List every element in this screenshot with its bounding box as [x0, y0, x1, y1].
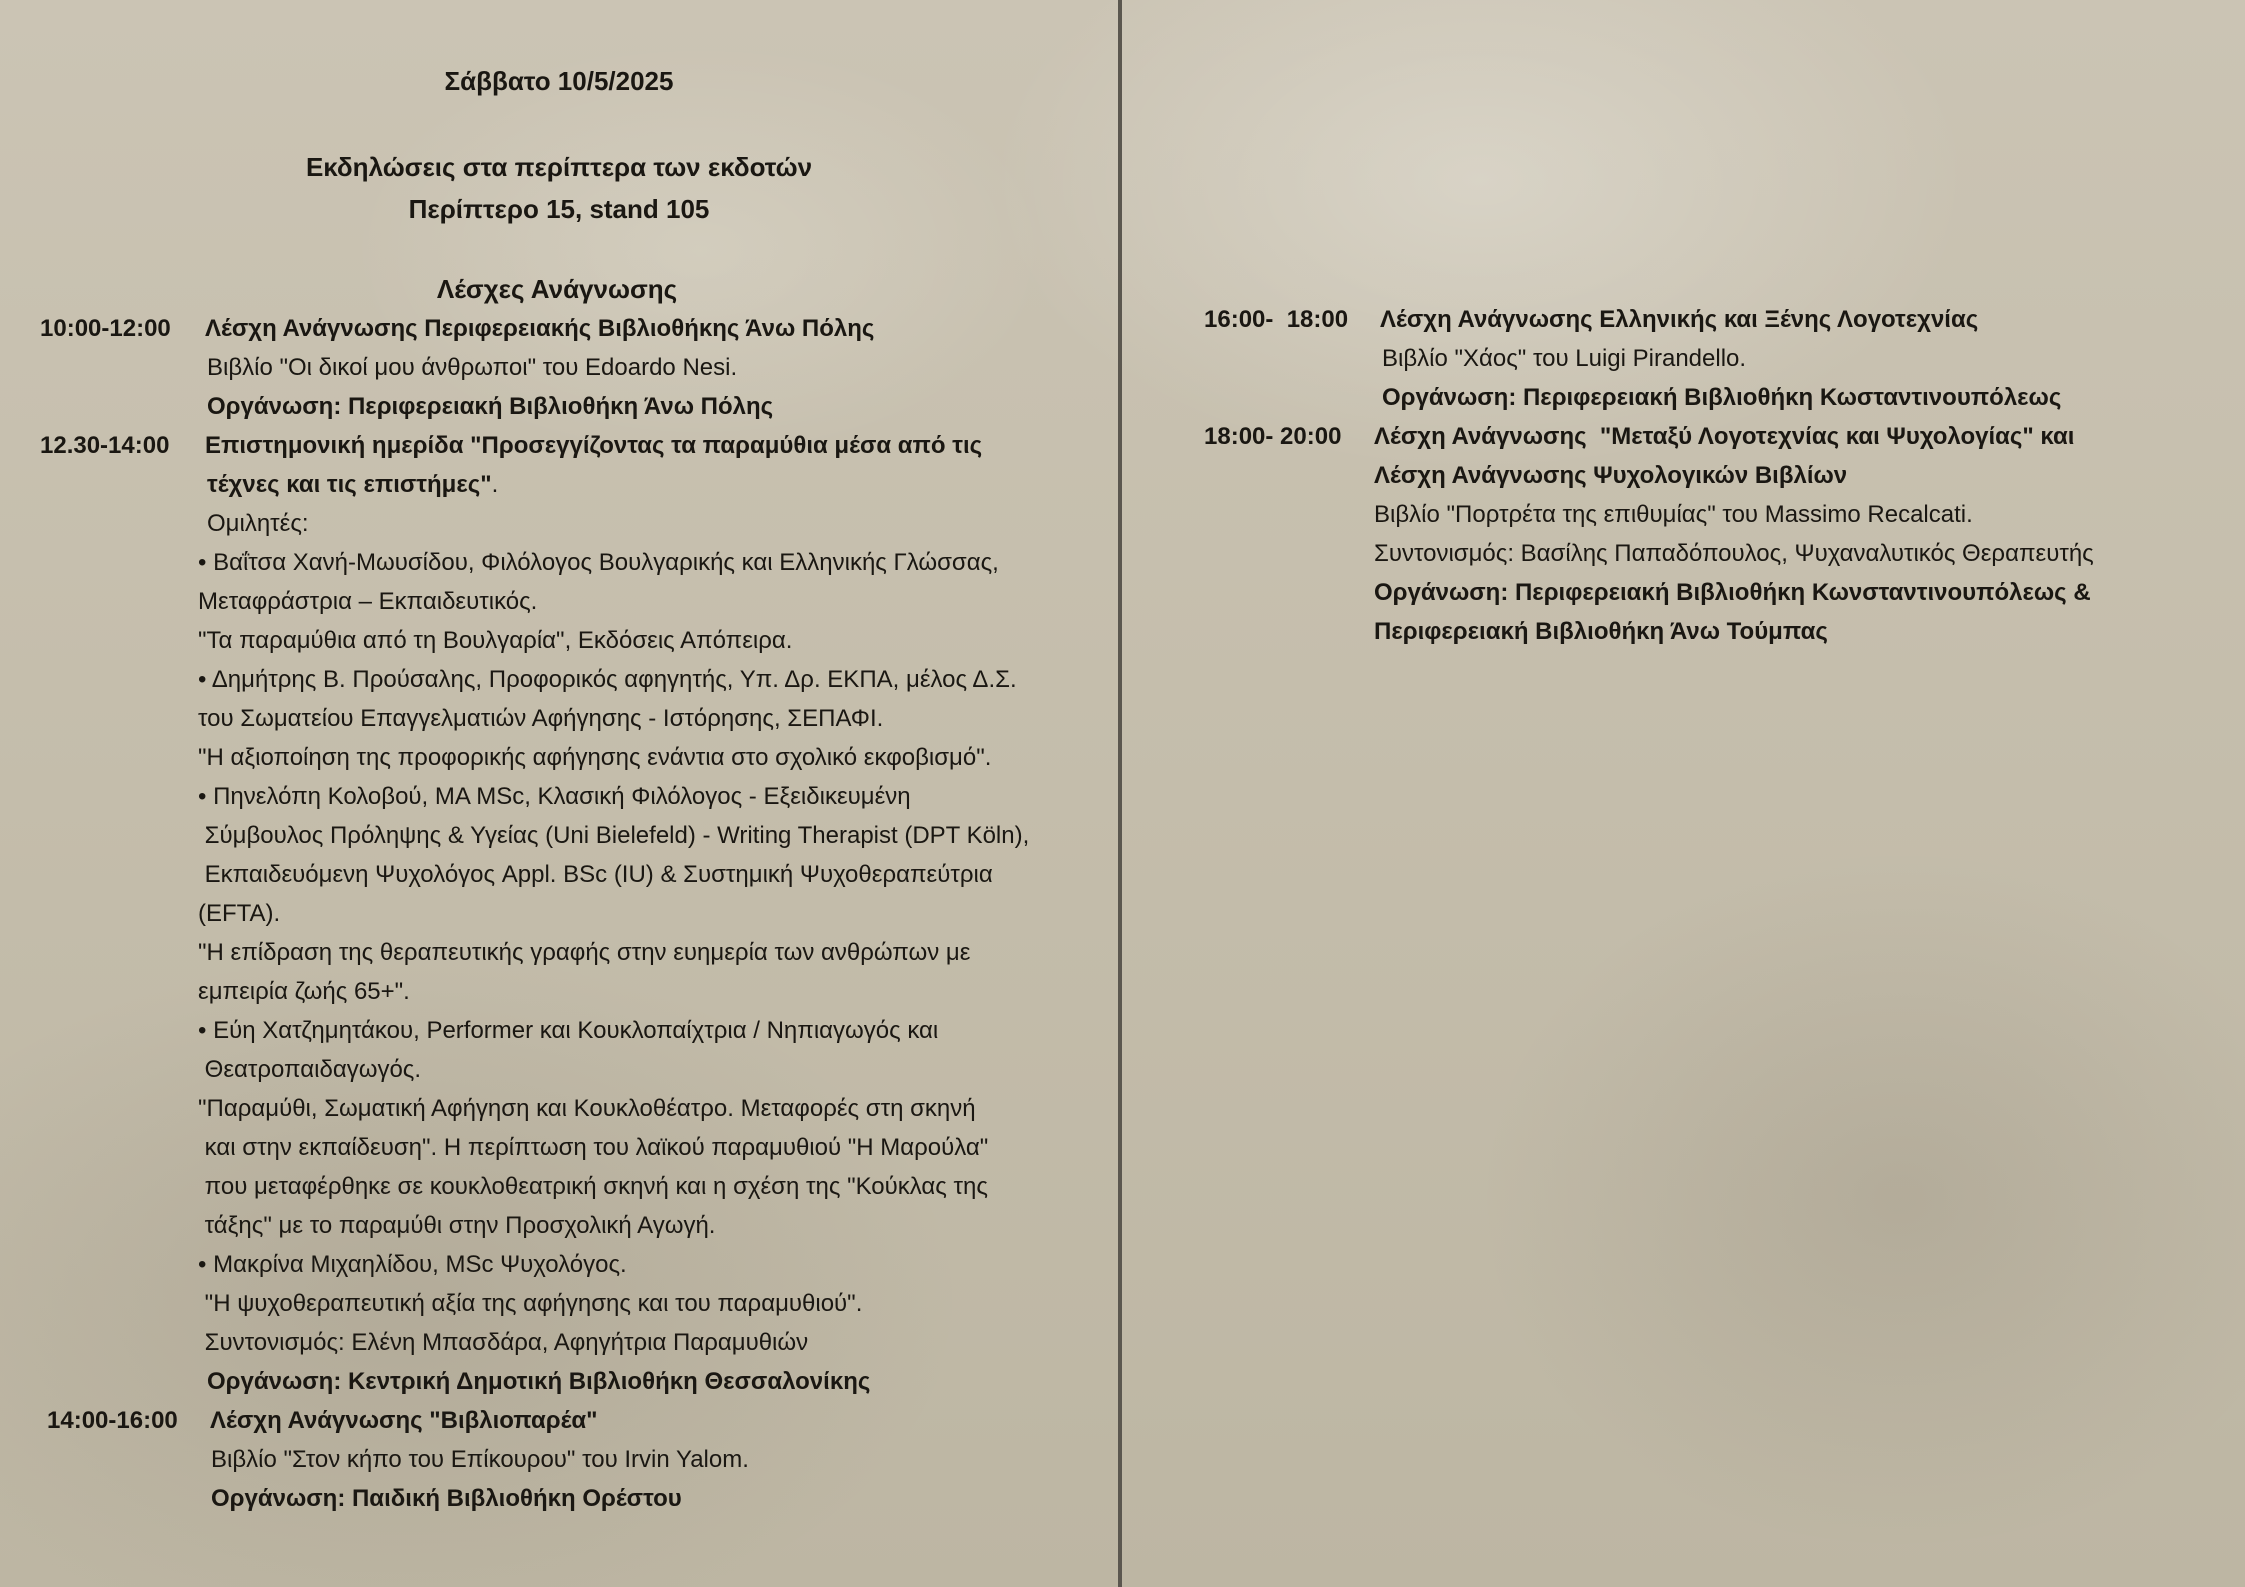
left-page — [0, 0, 1118, 1587]
event-organizer: Οργάνωση: Περιφερειακή Βιβλιοθήκη Κωνσταντινουπόλεως & — [1374, 579, 2091, 606]
event-book: Βιβλίο "Στον κήπο του Επίκουρου" του Irvin Yalom. — [211, 1446, 749, 1473]
event-time: 14:00-16:00 — [47, 1407, 178, 1434]
speaker-line: "Η αξιοποίηση της προφορικής αφήγησης ενάντια στο σχολικό εκφοβισμό". — [198, 744, 992, 771]
speaker-line: του Σωματείου Επαγγελματιών Αφήγησης - Ιστόρησης, ΣΕΠΑΦΙ. — [198, 705, 884, 732]
event-organizer-cont: Περιφερειακή Βιβλιοθήκη Άνω Τούμπας — [1374, 618, 1828, 645]
right-page — [1122, 0, 2245, 1587]
event-time: 10:00-12:00 — [40, 315, 171, 342]
event-time: 18:00- 20:00 — [1204, 423, 1342, 450]
speaker-line: • Εύη Χατζημητάκου, Performer και Κουκλοπαίχτρια / Νηπιαγωγός και — [198, 1017, 939, 1044]
speaker-line: "Η ψυχοθεραπευτική αξία της αφήγησης και του παραμυθιού". — [198, 1290, 863, 1317]
event-title-cont — [207, 470, 498, 500]
event-title: Λέσχη Ανάγνωσης "Μεταξύ Λογοτεχνίας και Ψυχολογίας" και — [1374, 423, 2075, 450]
event-title-cont: Λέσχη Ανάγνωσης Ψυχολογικών Βιβλίων — [1374, 462, 1848, 489]
speaker-line: • Πηνελόπη Κολοβού, MA MSc, Κλασική Φιλόλογος - Εξειδικευμένη — [198, 783, 911, 810]
event-title: Επιστημονική ημερίδα "Προσεγγίζοντας τα παραμύθια μέσα από τις — [205, 432, 983, 459]
coordinator-line: Συντονισμός: Βασίλης Παπαδόπουλος, Ψυχαναλυτικός Θεραπευτής — [1374, 540, 2094, 567]
event-organizer: Οργάνωση: Κεντρική Δημοτική Βιβλιοθήκη Θεσσαλονίκης — [207, 1368, 871, 1395]
event-title: Λέσχη Ανάγνωσης Ελληνικής και Ξένης Λογοτεχνίας — [1380, 306, 1979, 333]
speakers-label: Ομιλητές: — [207, 510, 309, 537]
event-title-bold: τέχνες και τις επιστήμες" — [207, 471, 492, 498]
speaker-line: Εκπαιδευόμενη Ψυχολόγος Appl. BSc (IU) & Συστημική Ψυχοθεραπεύτρια — [198, 861, 993, 888]
event-book: Βιβλίο "Χάος" του Luigi Pirandello. — [1382, 345, 1747, 372]
event-title-end: . — [491, 471, 499, 498]
speaker-line: "Η επίδραση της θεραπευτικής γραφής στην ευημερία των ανθρώπων με — [198, 939, 971, 966]
speaker-line: • Μακρίνα Μιχαηλίδου, MSc Ψυχολόγος. — [198, 1251, 627, 1278]
events-title: Εκδηλώσεις στα περίπτερα των εκδοτών — [305, 152, 813, 182]
event-title: Λέσχη Ανάγνωσης Περιφερειακής Βιβλιοθήκης Άνω Πόλης — [205, 315, 875, 342]
speaker-line: • Βαΐτσα Χανή-Μωυσίδου, Φιλόλογος Βουλγαρικής και Ελληνικής Γλώσσας, — [198, 549, 999, 576]
event-time: 16:00- 18:00 — [1204, 306, 1349, 333]
event-organizer: Οργάνωση: Περιφερειακή Βιβλιοθήκη Κωσταντινουπόλεως — [1382, 384, 2062, 411]
speaker-line: και στην εκπαίδευση". Η περίπτωση του λαϊκού παραμυθιού "Η Μαρούλα" — [198, 1134, 989, 1161]
date-heading: Σάββατο 10/5/2025 — [444, 66, 674, 96]
speaker-line: "Τα παραμύθια από τη Βουλγαρία", Εκδόσεις Απόπειρα. — [198, 627, 793, 654]
speaker-line: τάξης" με το παραμύθι στην Προσχολική Αγωγή. — [198, 1212, 716, 1239]
speaker-line: "Παραμύθι, Σωματική Αφήγηση και Κουκλοθέατρο. Μεταφορές στη σκηνή — [198, 1095, 976, 1122]
speaker-line: εμπειρία ζωής 65+". — [198, 978, 410, 1005]
event-organizer: Οργάνωση: Περιφερειακή Βιβλιοθήκη Άνω Πόλης — [207, 393, 774, 420]
section-title: Λέσχες Ανάγνωσης — [436, 274, 678, 304]
event-time: 12.30-14:00 — [40, 432, 170, 459]
speaker-line: που μεταφέρθηκε σε κουκλοθεατρική σκηνή και η σχέση της "Κούκλας της — [198, 1173, 988, 1200]
location-heading: Περίπτερο 15, stand 105 — [408, 194, 710, 224]
event-organizer: Οργάνωση: Παιδική Βιβλιοθήκη Ορέστου — [211, 1485, 682, 1512]
event-book: Βιβλίο "Πορτρέτα της επιθυμίας" του Massimo Recalcati. — [1374, 501, 1973, 528]
event-title: Λέσχη Ανάγνωσης "Βιβλιοπαρέα" — [210, 1407, 598, 1434]
event-book: Βιβλίο "Οι δικοί μου άνθρωποι" του Edoardo Nesi. — [207, 354, 738, 381]
speaker-line: (EFTA). — [198, 900, 281, 927]
coordinator-line: Συντονισμός: Ελένη Μπασδάρα, Αφηγήτρια Παραμυθιών — [198, 1329, 809, 1356]
speaker-line: • Δημήτρης Β. Προύσαλης, Προφορικός αφηγητής, Υπ. Δρ. ΕΚΠΑ, μέλος Δ.Σ. — [198, 666, 1017, 693]
speaker-line: Μεταφράστρια – Εκπαιδευτικός. — [198, 588, 538, 615]
speaker-line: Σύμβουλος Πρόληψης & Υγείας (Uni Bielefeld) - Writing Therapist (DPT Köln), — [198, 822, 1030, 849]
speaker-line: Θεατροπαιδαγωγός. — [198, 1056, 422, 1083]
